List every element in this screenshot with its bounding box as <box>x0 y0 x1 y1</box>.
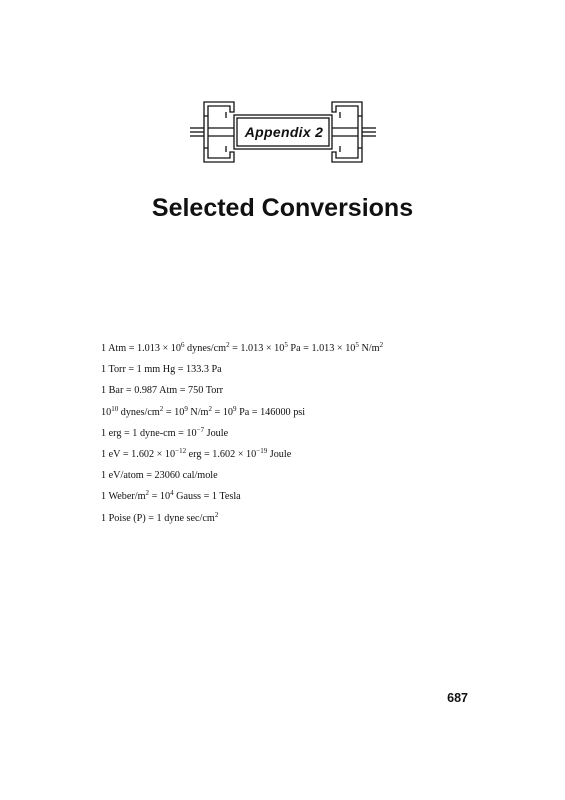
conversion-text: dynes/cm <box>118 406 160 418</box>
exponent: −19 <box>256 446 268 455</box>
conversion-text: = 10 <box>163 406 185 418</box>
appendix-label: Appendix 2 <box>244 124 324 140</box>
exponent: 6 <box>180 341 185 349</box>
conversion-text: Joule <box>204 427 229 439</box>
conversion-text: N/m <box>358 343 380 354</box>
conversion-text: Joule <box>267 448 292 460</box>
conversion-text: 10 <box>101 406 112 418</box>
conversion-text: N/m <box>187 406 209 418</box>
exponent: 5 <box>284 341 288 349</box>
conversion-list <box>101 342 501 533</box>
conversion-line <box>101 448 501 469</box>
exponent: 4 <box>170 489 174 498</box>
exponent: 2 <box>159 404 164 413</box>
exponent: 5 <box>355 341 359 349</box>
exponent: 2 <box>208 404 212 413</box>
conversion-line <box>101 427 501 448</box>
exponent: −12 <box>175 446 187 455</box>
conversion-text: 1 Bar = 0.987 Atm = 750 Torr <box>101 385 224 397</box>
conversion-text: Gauss = 1 Tesla <box>173 491 241 503</box>
exponent: 2 <box>379 341 384 349</box>
conversion-text: Pa = 1.013 × 10 <box>287 343 356 354</box>
exponent: 2 <box>226 341 230 349</box>
conversion-line <box>101 469 501 490</box>
exponent: 2 <box>214 510 219 519</box>
conversion-line <box>101 363 501 384</box>
conversion-text: 1 Atm = 1.013 × 10 <box>101 343 181 354</box>
conversion-text: 1 Torr = 1 mm Hg = 133.3 Pa <box>101 364 222 376</box>
conversion-text: 1 eV = 1.602 × 10 <box>101 448 176 460</box>
exponent: 9 <box>184 404 188 413</box>
exponent: 9 <box>233 404 237 413</box>
page-number: 687 <box>447 691 468 705</box>
exponent: −7 <box>196 425 205 434</box>
conversion-text: 1 Poise (P) = 1 dyne sec/cm <box>101 512 215 524</box>
conversion-line <box>101 512 501 533</box>
conversion-text: Pa = 146000 psi <box>236 406 306 418</box>
conversion-line <box>101 342 501 363</box>
conversion-text: erg = 1.602 × 10 <box>186 448 257 460</box>
exponent: 10 <box>111 404 119 413</box>
conversion-text: dynes/cm <box>184 343 227 354</box>
conversion-text: 1 eV/atom = 23060 cal/mole <box>101 470 218 482</box>
conversion-line <box>101 490 501 511</box>
conversion-line <box>101 406 501 427</box>
exponent: 2 <box>145 489 150 498</box>
conversion-line <box>101 384 501 405</box>
conversion-text: 1 erg = 1 dyne-cm = 10 <box>101 427 197 439</box>
conversion-text: 1 Weber/m <box>101 491 146 503</box>
conversion-text: = 10 <box>149 491 171 503</box>
conversion-text: = 1.013 × 10 <box>229 343 285 354</box>
page-title: Selected Conversions <box>151 194 414 222</box>
conversion-text: = 10 <box>211 406 234 418</box>
